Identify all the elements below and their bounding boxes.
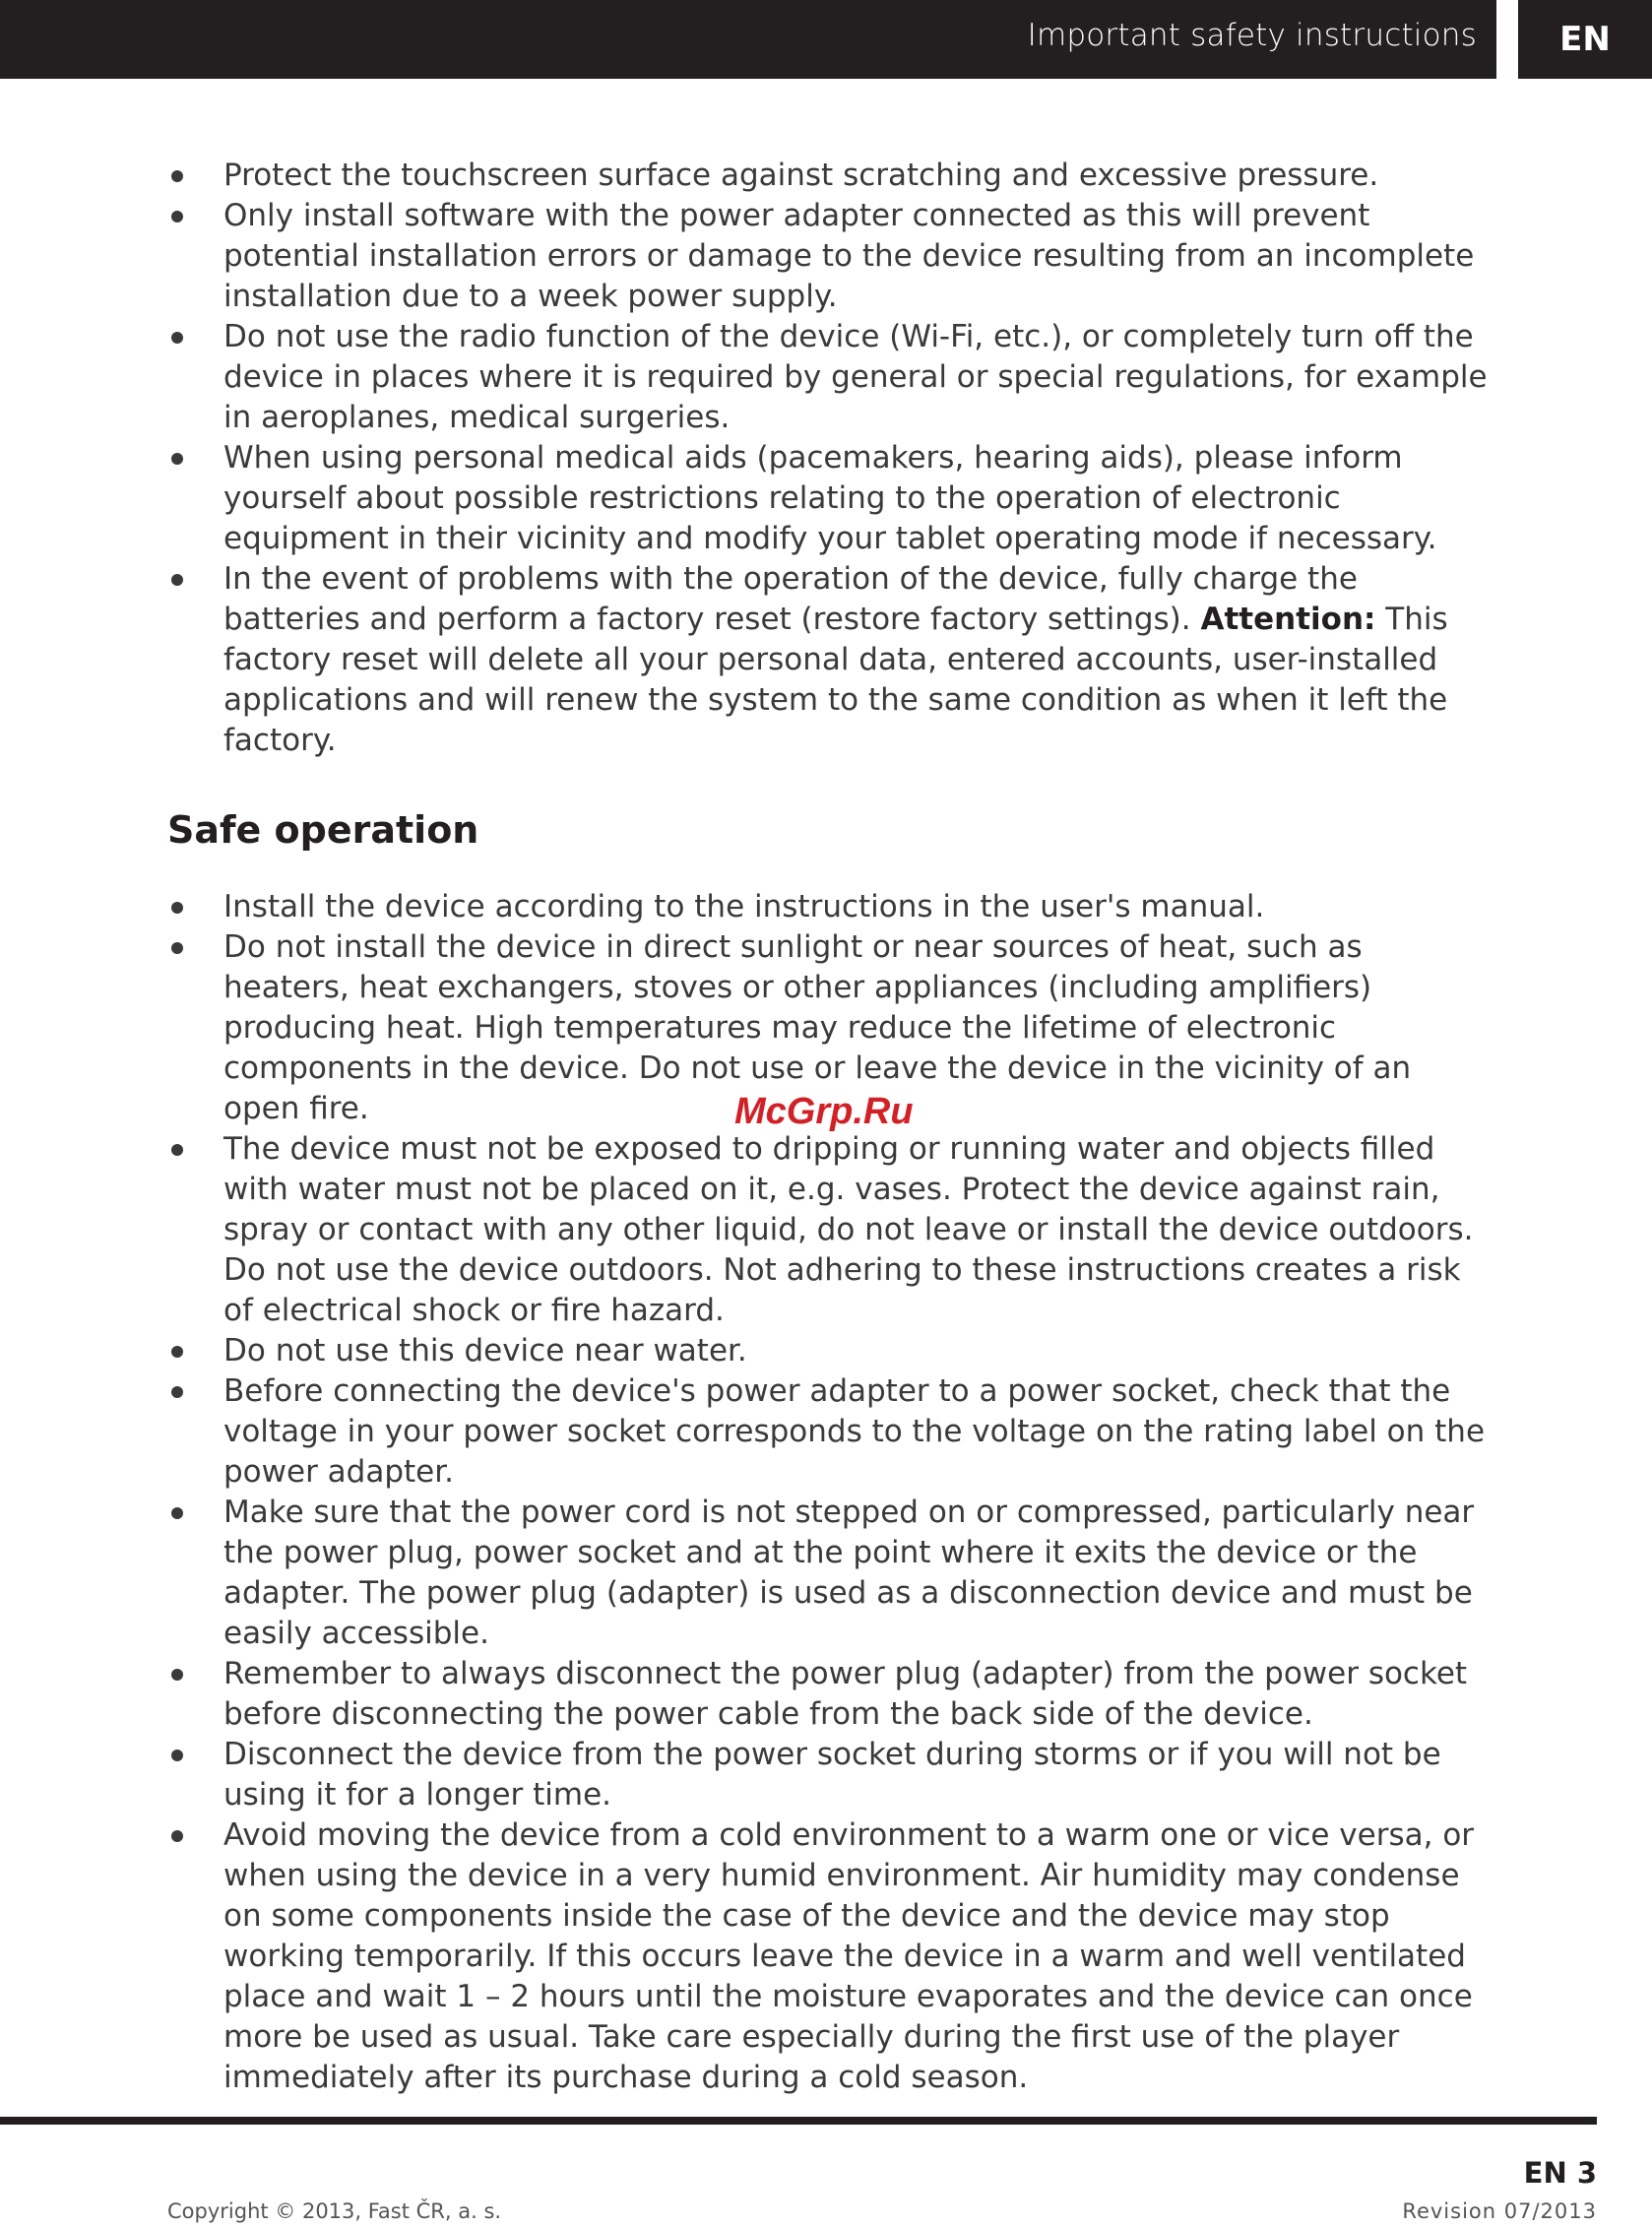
footer-divider xyxy=(0,2117,1597,2125)
list-item-text: Disconnect the device from the power socket during storms or if you will not be using it for a longer time. xyxy=(223,1737,1441,1813)
list-item-text: Avoid moving the device from a cold environment to a warm one or vice versa, or when using the device in a very humid environment. Air humidity may condense on some components inside the case of the device and the device may stop working temporarily. If this occurs leave the device in a warm and well ventilated place and wait 1 – 2 hours until the moisture evaporates and the device can once more be used as usual. Take care especially during the first use of the player immediately after its purchase during a cold season. xyxy=(223,1817,1475,2095)
safe-operation-bullet-list xyxy=(167,887,1496,2098)
list-item-text: Only install software with the power adapter connected as this will prevent potential installation errors or damage to the device resulting from an incomplete installation due to a week power supply. xyxy=(223,198,1475,314)
list-item xyxy=(167,1331,1496,1371)
bullet-icon xyxy=(171,332,183,344)
bullet-icon xyxy=(171,1144,183,1156)
list-item xyxy=(167,196,1496,317)
list-item xyxy=(167,438,1496,559)
attention-label: Attention: xyxy=(1200,602,1376,637)
list-item xyxy=(167,1735,1496,1815)
list-item xyxy=(167,1371,1496,1493)
bullet-icon xyxy=(171,1386,183,1398)
bullet-icon xyxy=(171,942,183,954)
list-item xyxy=(167,1654,1496,1735)
list-item-text: Make sure that the power cord is not stepped on or compressed, particularly near the power plug, power socket and at the point where it exits the device or the adapter. The power plug (adapter) is used as a disconnection device and must be easily accessible. xyxy=(223,1495,1475,1651)
list-item xyxy=(167,317,1496,438)
list-item-text: Before connecting the device's power adapter to a power socket, check that the voltage in your power socket corresponds to the voltage on the rating label on the power adapter. xyxy=(223,1373,1486,1490)
list-item-text: The device must not be exposed to dripping or running water and objects filled with water must not be placed on it, e.g. vases. Protect the device against rain, spray or contact with any other liquid, do not leave or install the device outdoors. Do not use the device outdoors. Not adhering to these instructions creates a risk of electrical shock or fire hazard. xyxy=(223,1131,1474,1328)
header-bar xyxy=(0,0,1496,79)
copyright-notice: Copyright © 2013, Fast ČR, a. s. xyxy=(167,2199,502,2223)
revision-label: Revision 07/2013 xyxy=(1402,2199,1597,2223)
list-item-text: Do not use the radio function of the device (Wi-Fi, etc.), or completely turn off the device in places where it is required by general or special regulations, for example in aeroplanes, medical surgeries. xyxy=(223,319,1488,435)
section-heading: Safe operation xyxy=(167,808,479,852)
intro-bullet-list xyxy=(167,156,1496,761)
attention-text-before: In the event of problems with the operation of the device, fully charge the batteries and perform a factory reset (restore factory settings). xyxy=(223,561,1358,637)
list-item-text: Install the device according to the instructions in the user's manual. xyxy=(223,889,1265,924)
list-item-text: Do not use this device near water. xyxy=(223,1333,747,1368)
bullet-icon xyxy=(171,1750,183,1761)
bullet-icon xyxy=(171,574,183,586)
bullet-icon xyxy=(171,453,183,465)
list-item xyxy=(167,156,1496,196)
bullet-icon xyxy=(171,1830,183,1842)
watermark: McGrp.Ru xyxy=(734,1091,914,1132)
page-content xyxy=(167,156,1496,2098)
bullet-icon xyxy=(171,1346,183,1358)
bullet-icon xyxy=(171,1669,183,1681)
bullet-icon xyxy=(171,1507,183,1519)
list-item-text: Remember to always disconnect the power plug (adapter) from the power socket before disconnecting the power cable from the back side of the device. xyxy=(223,1656,1468,1732)
bullet-icon xyxy=(171,170,183,182)
list-item xyxy=(167,927,1496,1129)
language-badge: EN xyxy=(1518,0,1652,79)
header-title: Important safety instructions xyxy=(1027,18,1477,53)
attention-text-after: This factory reset will delete all your personal data, entered accounts, user-installed applications and will renew the system to the same condition as when it left the factory. xyxy=(223,602,1448,758)
list-item-attention xyxy=(167,559,1496,761)
page-number: EN 3 xyxy=(1523,2156,1597,2190)
bullet-icon xyxy=(171,902,183,914)
list-item xyxy=(167,1493,1496,1654)
list-item-text: Protect the touchscreen surface against scratching and excessive pressure. xyxy=(223,158,1379,193)
list-item-text: When using personal medical aids (pacemakers, hearing aids), please inform yourself about possible restrictions relating to the operation of electronic equipment in their vicinity and modify your tablet operating mode if necessary. xyxy=(223,440,1437,556)
list-item xyxy=(167,1129,1496,1331)
list-item xyxy=(167,1815,1496,2098)
bullet-icon xyxy=(171,211,183,223)
list-item xyxy=(167,887,1496,927)
list-item-text: Do not install the device in direct sunlight or near sources of heat, such as heaters, heat exchangers, stoves or other appliances (including amplifiers) producing heat. High temperatures may reduce the lifetime of electronic components in the device. Do not use or leave the device in the vicinity of an open fire. xyxy=(223,929,1412,1126)
